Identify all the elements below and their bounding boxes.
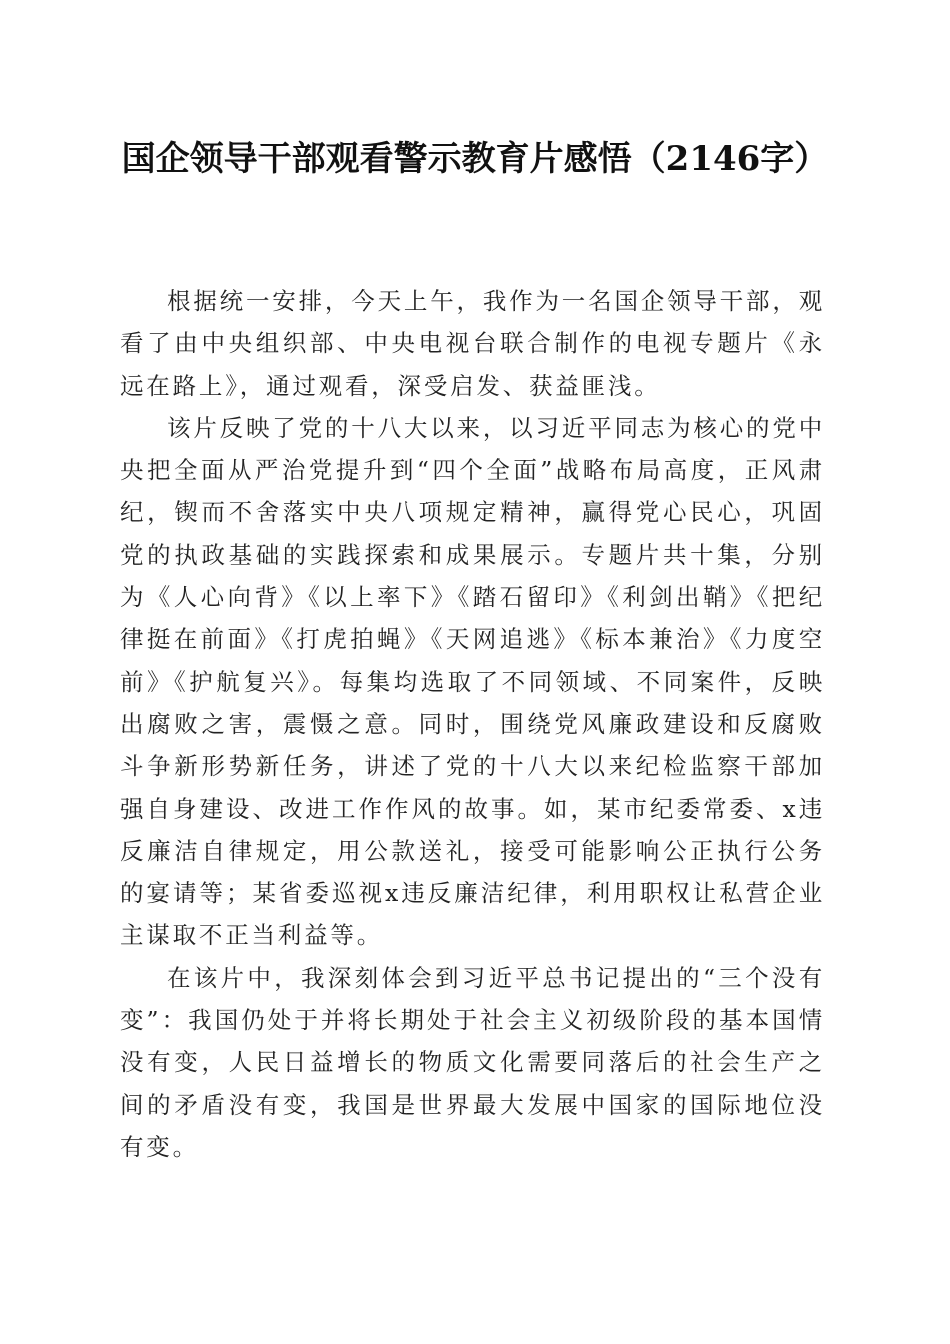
document-body xyxy=(120,280,825,1168)
paragraph-1: 根据统一安排，今天上午，我作为一名国企领导干部，观看了由中央组织部、中央电视台联合制作的电视专题片《永远在路上》，通过观看，深受启发、获益匪浅。 xyxy=(120,287,825,400)
paragraph-2: 该片反映了党的十八大以来，以习近平同志为核心的党中央把全面从严治党提升到“四个全面”战略布局高度，正风肃纪，锲而不舍落实中央八项规定精神，赢得党心民心，巩固党的执政基础的实践探索和成果展示。专题片共十集，分别为《人心向背》《以上率下》《踏石留印》《利剑出鞘》《把纪律挺在前面》《打虎拍蝇》《天网追逃》《标本兼治》《力度空前》《护航复兴》。每集均选取了不同领域、不同案件，反映出腐败之害，震慑之意。同时，围绕党风廉政建设和反腐败斗争新形势新任务，讲述了党的十八大以来纪检监察干部加强自身建设、改进工作作风的故事。如，某市纪委常委、x违反廉洁自律规定，用公款送礼，接受可能影响公正执行公务的宴请等；某省委巡视x违反廉洁纪律，利用职权让私营企业主谋取不正当利益等。 xyxy=(120,413,825,950)
paragraph-3: 在该片中，我深刻体会到习近平总书记提出的“三个没有变”：我国仍处于并将长期处于社会主义初级阶段的基本国情没有变，人民日益增长的物质文化需要同落后的社会生产之间的矛盾没有变，我国是世界最大发展中国家的国际地位没有变。 xyxy=(120,963,825,1161)
document-title: 国企领导干部观看警示教育片感悟（2146字） xyxy=(121,139,829,179)
